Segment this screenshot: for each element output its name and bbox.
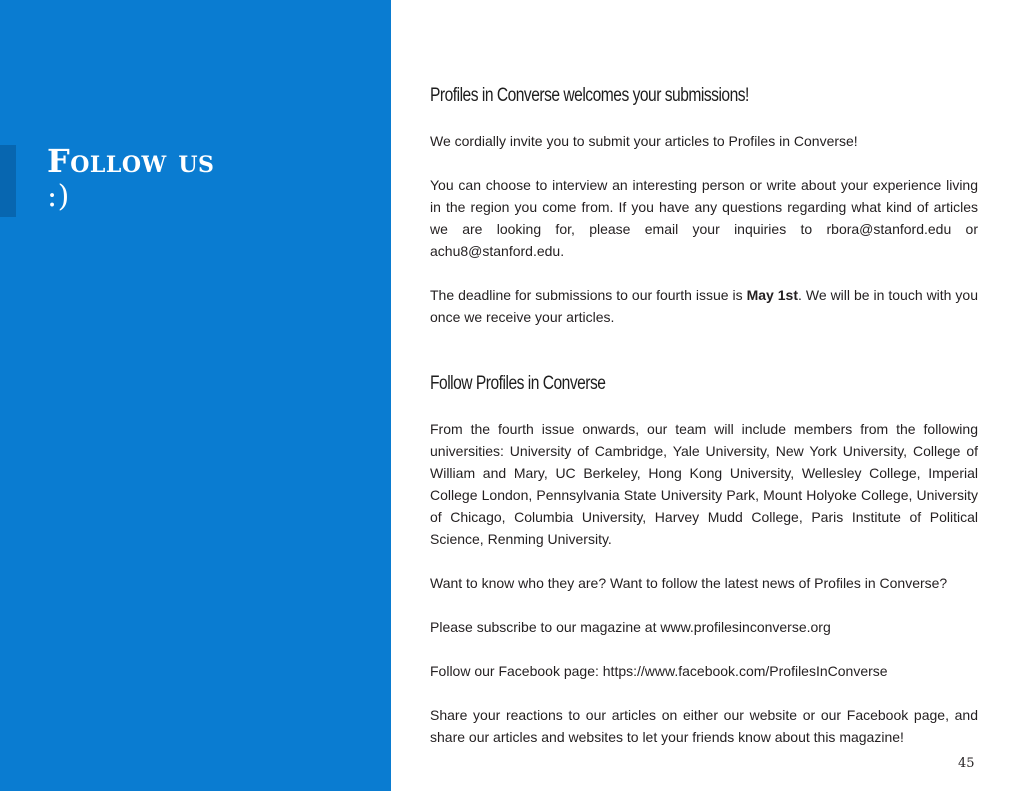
follow-members: From the fourth issue onwards, our team will include members from the following universities: University of Cambridge, Yale University, New York University, College of William and Mary, UC Berkeley, Hong Kong University, Wellesley College, Imperial College London, Pennsylvania State University Park, Mount Holyoke College, University of Chicago, Columbia University, Harvey Mudd College, Paris Institute of Political Science, Renming University. — [430, 421, 978, 547]
submissions-details: You can choose to interview an interesting person or write about your experience living in the region you come from. If you have any questions regarding what kind of articles we are looking for, please email your inquiries to rbora@stanford.edu or achu8@stanford.edu. — [430, 177, 978, 259]
submissions-deadline — [430, 284, 978, 328]
follow-subscribe: Please subscribe to our magazine at www.profilesinconverse.org — [430, 619, 831, 635]
follow-heading: Follow Profiles in Converse — [430, 373, 606, 394]
submissions-intro: We cordially invite you to submit your articles to Profiles in Converse! — [430, 133, 858, 149]
deadline-text-after: . We will be in touch with you once we receive your articles. — [430, 287, 979, 325]
sidebar-title — [47, 143, 367, 215]
sidebar-title-line1: Follow us — [47, 142, 215, 180]
follow-want-to-know: Want to know who they are? Want to follow the latest news of Profiles in Converse? — [430, 575, 948, 591]
follow-share: Share your reactions to our articles on either our website or our Facebook page, and share our articles and websites to let your friends know about this magazine! — [430, 707, 978, 745]
accent-bar — [0, 145, 16, 217]
sidebar-title-line2: :) — [47, 179, 70, 214]
main-content — [430, 80, 978, 748]
deadline-text-before: The deadline for submissions to our fourth issue is — [430, 287, 747, 303]
deadline-date: May 1st — [746, 287, 799, 303]
page-number: 45 — [958, 756, 975, 771]
follow-facebook: Follow our Facebook page: https://www.facebook.com/ProfilesInConverse — [430, 663, 888, 679]
sidebar-panel — [0, 0, 391, 791]
submissions-heading: Profiles in Converse welcomes your submissions! — [430, 85, 749, 106]
